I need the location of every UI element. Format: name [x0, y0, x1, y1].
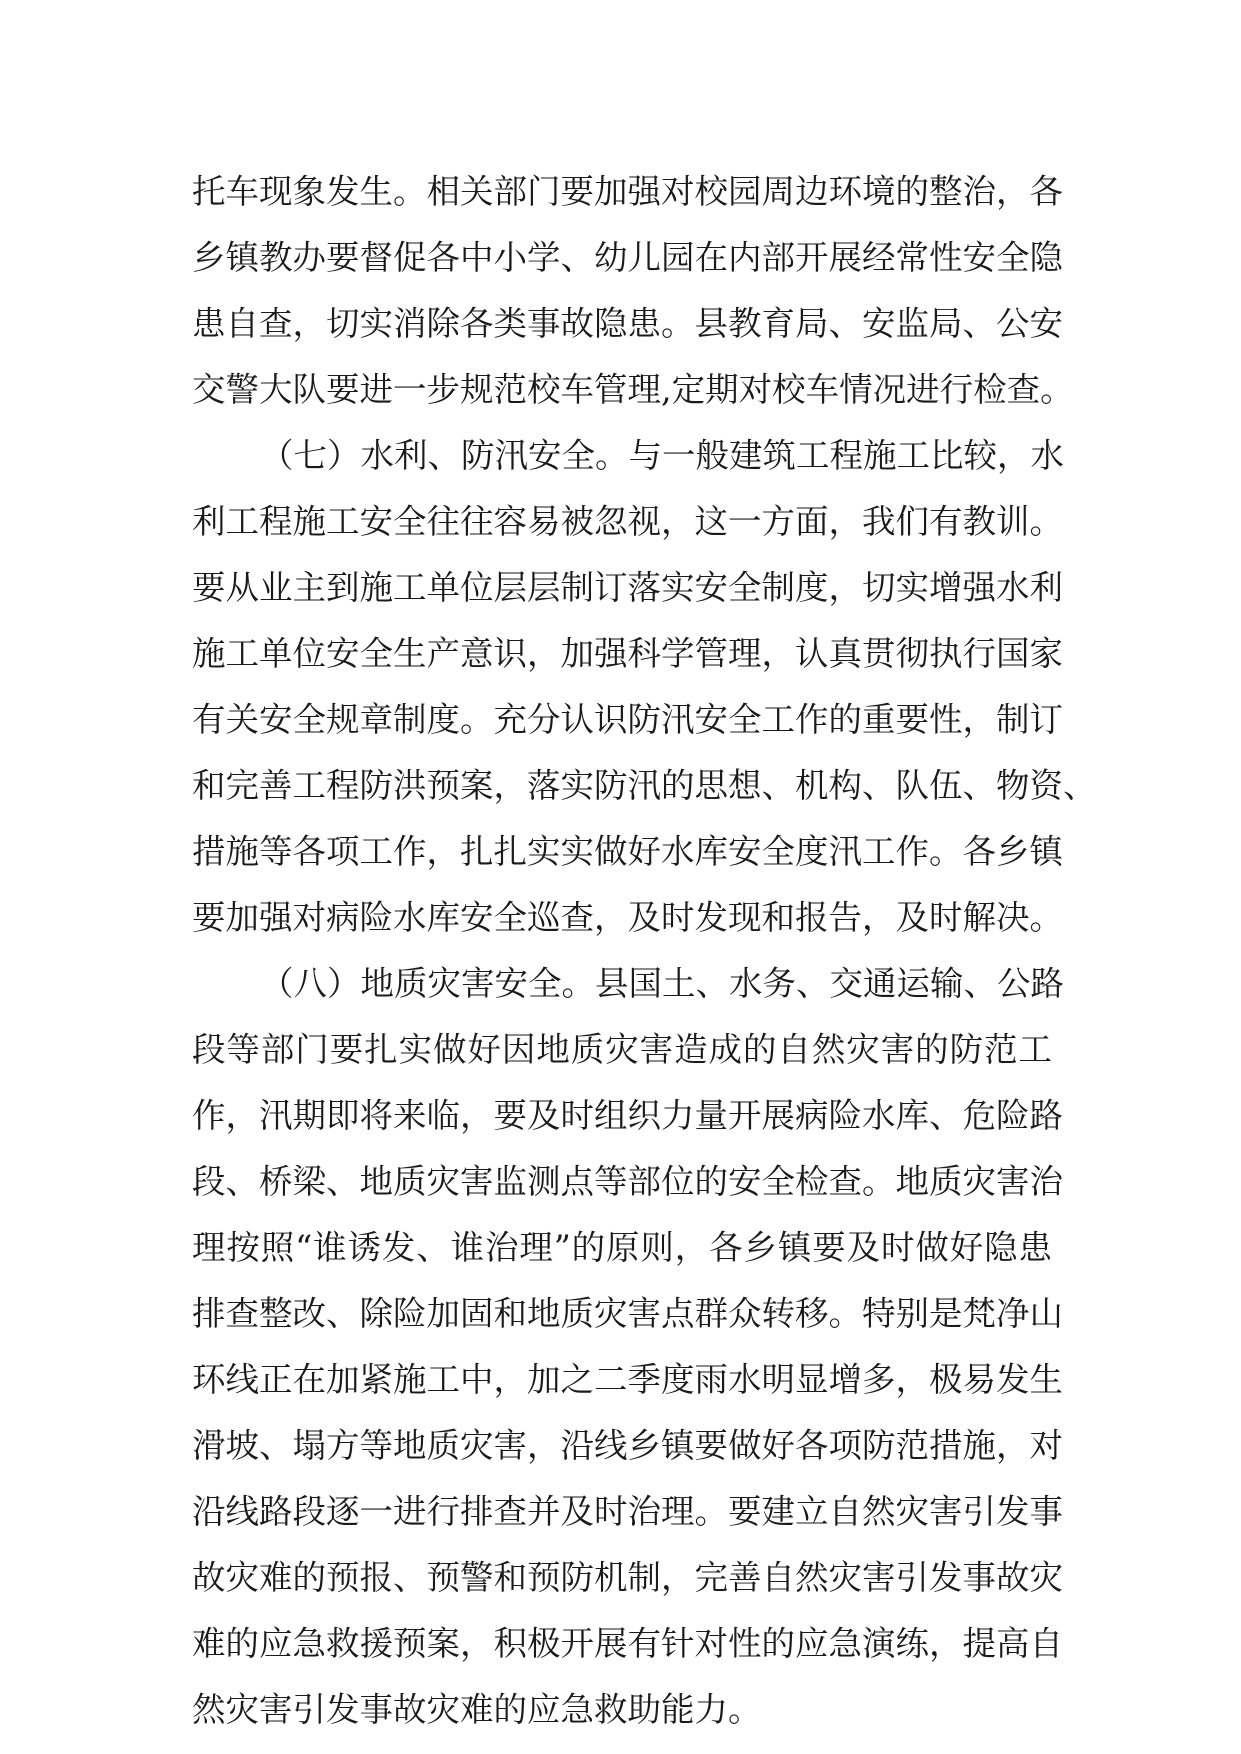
text-line: 托车现象发生。相关部门要加强对校园周边环境的整治，各: [192, 172, 1063, 211]
text-line: 段等部门要扎实做好因地质灾害造成的自然灾害的防范工: [192, 1030, 1052, 1069]
body-text: [192, 159, 1097, 1743]
text-line: 患自查，切实消除各类事故隐患。县教育局、安监局、公安: [192, 304, 1063, 343]
text-line: 利工程施工安全往往容易被忽视，这一方面，我们有教训。: [192, 502, 1063, 541]
text-line: 措施等各项工作，扎扎实实做好水库安全度汛工作。各乡镇: [192, 832, 1063, 871]
text-line: 滑坡、塌方等地质灾害，沿线乡镇要做好各项防范措施，对: [192, 1426, 1063, 1465]
section-heading-line: （七）水利、防汛安全。与一般建筑工程施工比较，水: [260, 436, 1064, 475]
text-line: 故灾难的预报、预警和预防机制，完善自然灾害引发事故灾: [192, 1558, 1063, 1597]
text-line: 排查整改、除险加固和地质灾害点群众转移。特别是梵净山: [192, 1294, 1063, 1333]
text-line: 作，汛期即将来临，要及时组织力量开展病险水库、危险路: [192, 1096, 1063, 1135]
text-line: 要加强对病险水库安全巡查，及时发现和报告，及时解决。: [192, 898, 1063, 937]
text-line: 施工单位安全生产意识，加强科学管理，认真贯彻执行国家: [192, 634, 1063, 673]
text-line: 沿线路段逐一进行排查并及时治理。要建立自然灾害引发事: [192, 1492, 1063, 1531]
text-line: 然灾害引发事故灾难的应急救助能力。: [192, 1690, 762, 1729]
section-heading-line: （八）地质灾害安全。县国土、水务、交通运输、公路: [260, 964, 1064, 1003]
text-line: 要从业主到施工单位层层制订落实安全制度，切实增强水利: [192, 568, 1063, 607]
text-line: 难的应急救援预案，积极开展有针对性的应急演练，提高自: [192, 1624, 1063, 1663]
text-line: 和完善工程防洪预案，落实防汛的思想、机构、队伍、物资、: [192, 766, 1097, 805]
text-line: 段、桥梁、地质灾害监测点等部位的安全检查。地质灾害治: [192, 1162, 1063, 1201]
text-line: 理按照“谁诱发、谁治理”的原则，各乡镇要及时做好隐患: [192, 1228, 1052, 1267]
text-line: 环线正在加紧施工中，加之二季度雨水明显增多，极易发生: [192, 1360, 1063, 1399]
text-line: 有关安全规章制度。充分认识防汛安全工作的重要性，制订: [192, 700, 1063, 739]
text-line: 交警大队要进一步规范校车管理,定期对校车情况进行检查。: [192, 370, 1074, 409]
text-line: 乡镇教办要督促各中小学、幼儿园在内部开展经常性安全隐: [192, 238, 1063, 277]
